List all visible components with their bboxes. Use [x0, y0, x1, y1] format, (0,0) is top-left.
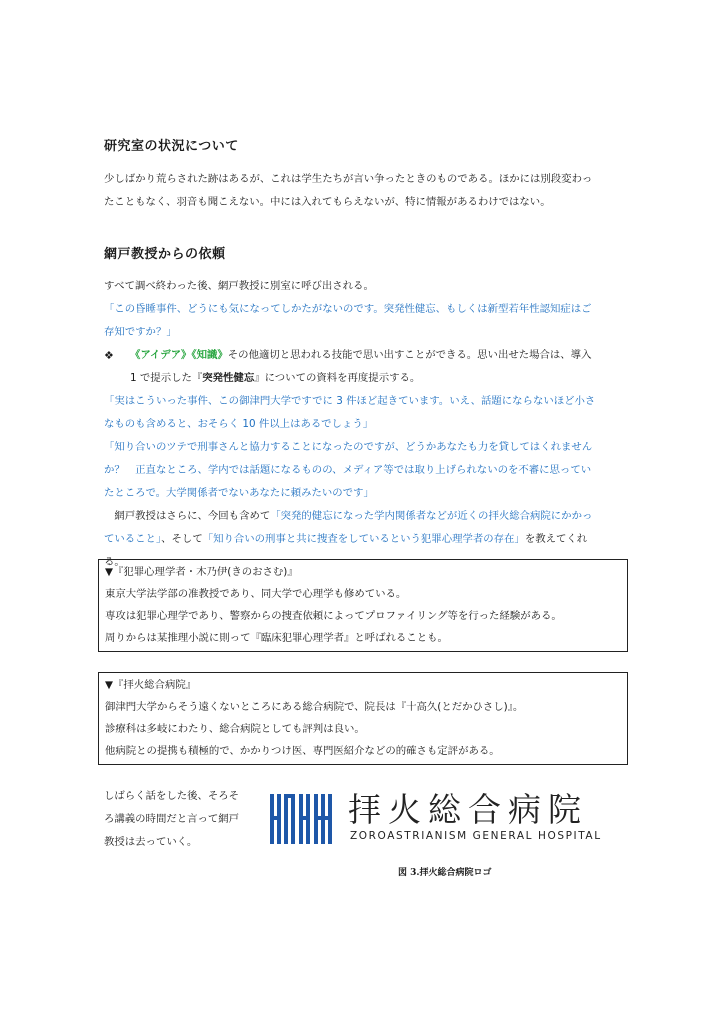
quote-text: 「実はこういった事件、この御津門大学ですでに 3 件ほど起きています。いえ、話題にならないほど小さ [104, 395, 596, 407]
lab-status-section [104, 135, 626, 214]
quote-text: 存知ですか？」 [104, 326, 177, 338]
quote-text: 「知り合いのツテで刑事さんと協力することになったのですが、どうかあなたも力を貸してはくれません [104, 441, 593, 453]
section-heading: 網戸教授からの依頼 [104, 247, 226, 262]
box-text: 御津門大学からそう遠くないところにある総合病院で、院長は『十高久(とだかひさし)』。 [105, 701, 524, 713]
diamond-bullet-icon: ❖ [104, 349, 114, 362]
body-text: しばらく話をした後、そろそ [104, 790, 240, 802]
quote-text: なものも含めると、おそらく 10 件以上はあるでしょう」 [104, 418, 374, 430]
skill-name: 《アイデア》 [130, 349, 192, 361]
section-heading: 研究室の状況について [104, 139, 239, 154]
box-title: ▼『犯罪心理学者・木乃伊(きのおさむ)』 [105, 566, 298, 578]
body-text: る。 [104, 556, 125, 568]
box-text: 診療科は多岐にわたり、総合病院としても評判は良い。 [105, 723, 365, 735]
box-text: 他病院との提携も積極的で、かかりつけ医、専門医紹介などの的確さも定評がある。 [105, 745, 500, 757]
closing-text [104, 785, 264, 854]
box-title: ▼『拝火総合病院』 [105, 679, 197, 691]
psychologist-info-box [98, 559, 628, 652]
box-text: 東京大学法学部の准教授であり、同大学で心理学も修めている。 [105, 588, 407, 600]
hospital-logo [268, 786, 608, 848]
box-text: 専攻は犯罪心理学であり、警察からの捜査依頼によってプロファイリング等を行った経験がある。 [105, 610, 562, 622]
body-text: 教授は去っていく。 [104, 836, 198, 848]
quote-text: か？ 正直なところ、学内では話題になるものの、メディア等では取り上げられないのを不審に思ってい [104, 464, 592, 476]
body-text: ろ講義の時間だと言って網戸 [104, 813, 240, 825]
quote-text: 「この昏睡事件、どうにも気になってしかたがないのです。突発性健忘、もしくは新型若年性認知症はご [104, 303, 592, 315]
skill-bullet [104, 344, 626, 367]
body-text: 少しばかり荒らされた跡はあるが、これは学生たちが言い争ったときのものである。ほかには別段変わっ [104, 173, 593, 185]
skill-name: 《知識》 [191, 349, 228, 361]
professor-request-section [104, 243, 626, 574]
logo-japanese-name: 拝火総合病院 [348, 790, 588, 829]
bullet-continuation: 1 で提示した『突発性健忘』についての資料を再度提示する。 [130, 372, 421, 384]
hospital-logo-mark-icon [268, 786, 338, 848]
logo-english-name: ZOROASTRIANISM GENERAL HOSPITAL [350, 830, 602, 842]
body-text: すべて調べ終わった後、網戸教授に別室に呼び出される。 [104, 280, 374, 292]
hospital-info-box [98, 672, 628, 765]
box-text: 周りからは某推理小説に則って『臨床犯罪心理学者』と呼ばれることも。 [105, 632, 448, 644]
body-text: 網戸教授はさらに、今回も含めて「突発的健忘になった学内関係者などが近くの拝火総合病院にかかっ [104, 510, 593, 522]
body-text: その他適切と思われる技能で思い出すことができる。思い出せた場合は、導入 [227, 349, 592, 361]
quote-text: たところで。大学関係者でないあなたに頼みたいのです」 [104, 487, 374, 499]
body-text: たこともなく、羽音も聞こえない。中には入れてもらえないが、特に情報があるわけではない。 [104, 196, 551, 208]
body-text: ていること」、そして「知り合いの刑事と共に捜査をしているという犯罪心理学者の存在」を教えてくれ [104, 533, 588, 545]
figure-caption: 図 3.拝火総合病院ロゴ [398, 868, 492, 878]
